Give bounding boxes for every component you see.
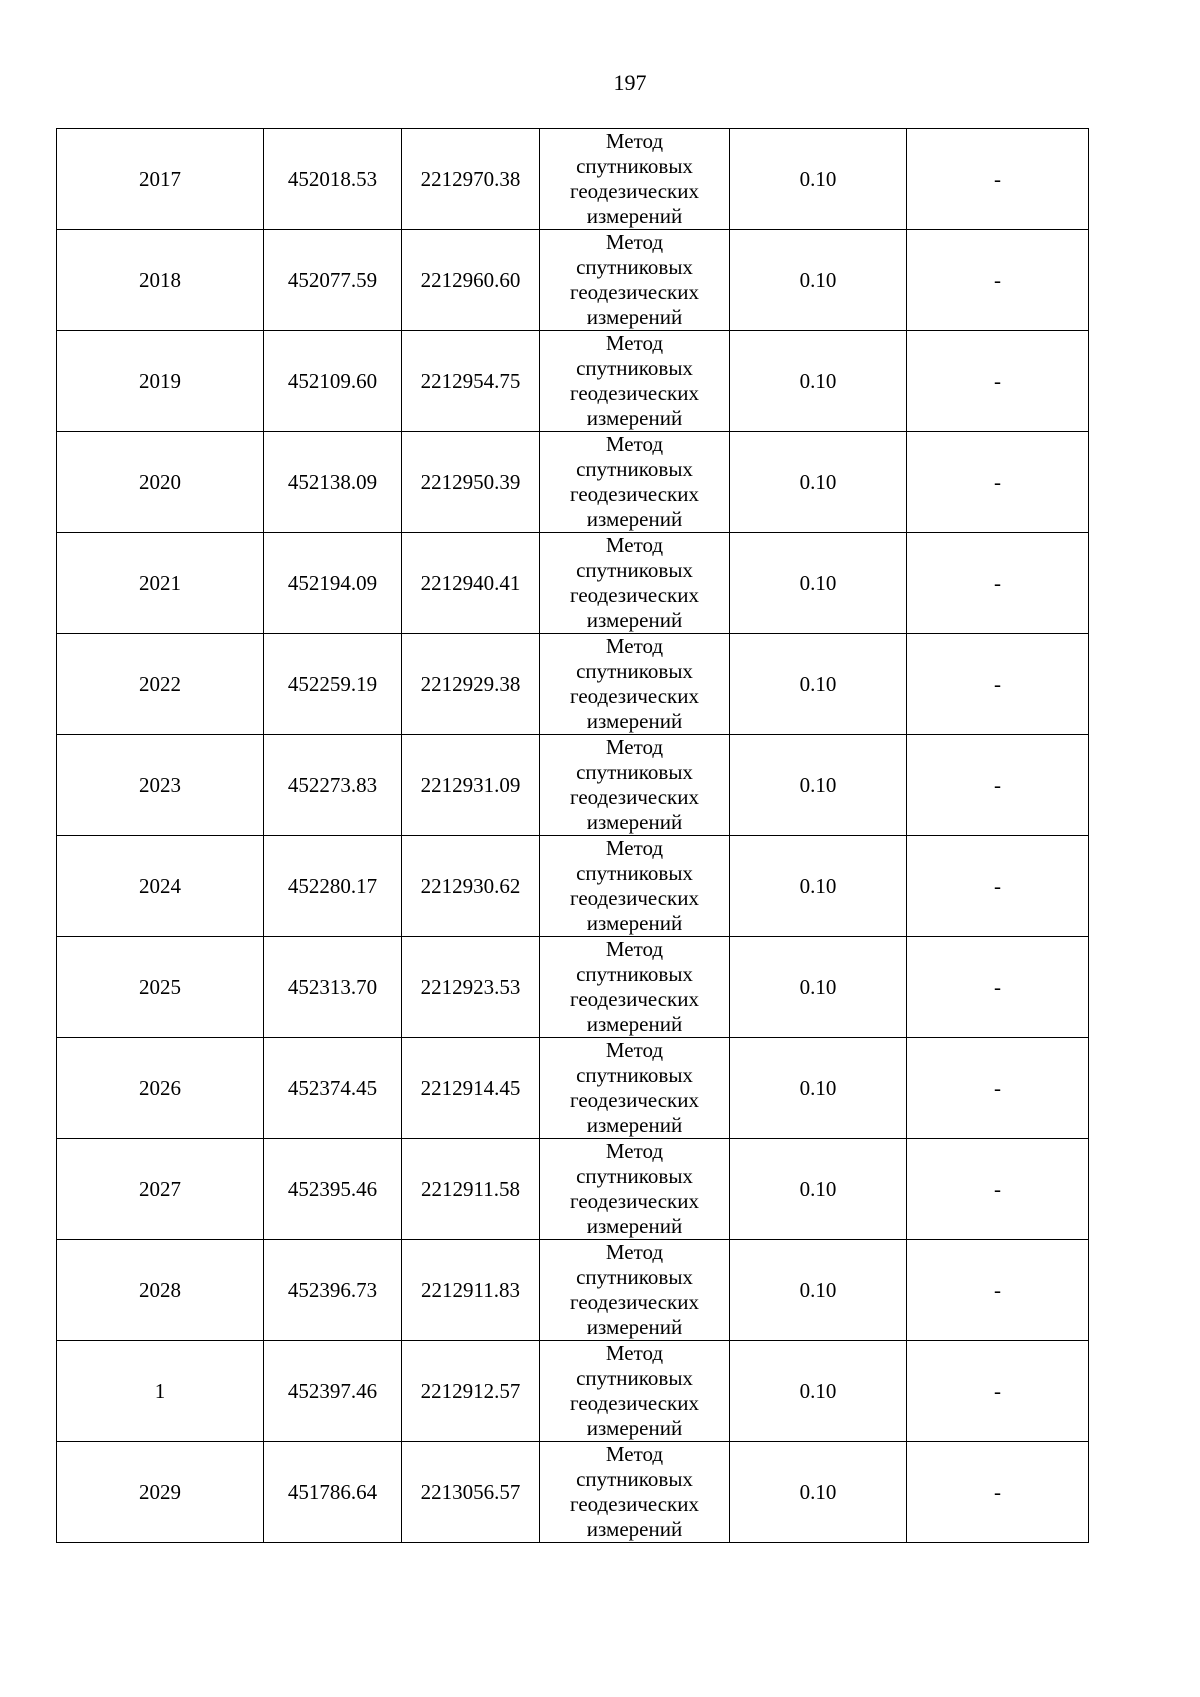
method-line: спутниковых [576, 457, 693, 481]
cell-coordinate-x: 452273.83 [264, 735, 402, 836]
cell-point-number: 2020 [57, 432, 264, 533]
cell-accuracy: 0.10 [730, 937, 907, 1038]
cell-note: - [907, 331, 1089, 432]
cell-coordinate-y: 2212930.62 [402, 836, 540, 937]
method-line: геодезических [569, 280, 699, 304]
cell-method [540, 1139, 730, 1240]
method-line: спутниковых [576, 1063, 693, 1087]
method-line: Метод [605, 230, 664, 254]
cell-coordinate-x: 452018.53 [264, 129, 402, 230]
method-line: геодезических [569, 1290, 699, 1314]
method-line: Метод [605, 937, 664, 961]
method-line: спутниковых [576, 356, 693, 380]
method-line: измерений [586, 709, 683, 733]
method-line: спутниковых [576, 962, 693, 986]
table-row [57, 836, 1089, 937]
method-line: Метод [605, 735, 664, 759]
cell-accuracy: 0.10 [730, 836, 907, 937]
cell-note: - [907, 432, 1089, 533]
table-row [57, 533, 1089, 634]
cell-note: - [907, 1038, 1089, 1139]
cell-note: - [907, 1139, 1089, 1240]
cell-accuracy: 0.10 [730, 533, 907, 634]
cell-coordinate-y: 2212954.75 [402, 331, 540, 432]
method-line: спутниковых [576, 760, 693, 784]
cell-point-number: 1 [57, 1341, 264, 1442]
cell-coordinate-x: 452109.60 [264, 331, 402, 432]
cell-point-number: 2024 [57, 836, 264, 937]
cell-coordinate-y: 2212911.83 [402, 1240, 540, 1341]
method-line: измерений [586, 1315, 683, 1339]
method-line: измерений [586, 810, 683, 834]
cell-coordinate-x: 452313.70 [264, 937, 402, 1038]
cell-coordinate-y: 2212970.38 [402, 129, 540, 230]
method-line: Метод [605, 634, 664, 658]
method-line: измерений [586, 911, 683, 935]
method-line: геодезических [569, 684, 699, 708]
method-line: геодезических [569, 583, 699, 607]
method-line: измерений [586, 406, 683, 430]
cell-coordinate-y: 2212914.45 [402, 1038, 540, 1139]
table-row [57, 1341, 1089, 1442]
method-line: измерений [586, 1214, 683, 1238]
table-row [57, 331, 1089, 432]
cell-note: - [907, 1442, 1089, 1543]
method-line: измерений [586, 1517, 683, 1541]
cell-note: - [907, 937, 1089, 1038]
cell-note: - [907, 1341, 1089, 1442]
cell-coordinate-x: 452396.73 [264, 1240, 402, 1341]
cell-point-number: 2029 [57, 1442, 264, 1543]
table-row [57, 1442, 1089, 1543]
method-line: Метод [605, 1341, 664, 1365]
cell-accuracy: 0.10 [730, 1442, 907, 1543]
cell-point-number: 2019 [57, 331, 264, 432]
cell-coordinate-x: 452397.46 [264, 1341, 402, 1442]
method-line: Метод [605, 331, 664, 355]
cell-accuracy: 0.10 [730, 735, 907, 836]
method-line: геодезических [569, 1088, 699, 1112]
method-line: измерений [586, 204, 683, 228]
method-line: измерений [586, 1416, 683, 1440]
method-line: Метод [605, 1038, 664, 1062]
method-line: Метод [605, 836, 664, 860]
cell-note: - [907, 533, 1089, 634]
method-line: Метод [605, 129, 664, 153]
method-line: измерений [586, 1113, 683, 1137]
table-row [57, 634, 1089, 735]
cell-accuracy: 0.10 [730, 230, 907, 331]
method-line: геодезических [569, 987, 699, 1011]
cell-method [540, 331, 730, 432]
method-line: измерений [586, 1012, 683, 1036]
cell-method [540, 1442, 730, 1543]
cell-point-number: 2026 [57, 1038, 264, 1139]
method-line: спутниковых [576, 255, 693, 279]
cell-method [540, 735, 730, 836]
method-line: измерений [586, 608, 683, 632]
method-line: Метод [605, 432, 664, 456]
method-line: геодезических [569, 886, 699, 910]
table-row [57, 432, 1089, 533]
cell-method [540, 836, 730, 937]
cell-coordinate-x: 452280.17 [264, 836, 402, 937]
cell-note: - [907, 836, 1089, 937]
method-line: спутниковых [576, 154, 693, 178]
cell-point-number: 2022 [57, 634, 264, 735]
cell-method [540, 1240, 730, 1341]
cell-accuracy: 0.10 [730, 331, 907, 432]
method-line: спутниковых [576, 1366, 693, 1390]
cell-point-number: 2018 [57, 230, 264, 331]
cell-method [540, 937, 730, 1038]
cell-coordinate-y: 2212950.39 [402, 432, 540, 533]
method-line: Метод [605, 533, 664, 557]
cell-note: - [907, 1240, 1089, 1341]
cell-coordinate-y: 2213056.57 [402, 1442, 540, 1543]
cell-coordinate-x: 451786.64 [264, 1442, 402, 1543]
method-line: спутниковых [576, 659, 693, 683]
cell-coordinate-y: 2212923.53 [402, 937, 540, 1038]
cell-coordinate-y: 2212929.38 [402, 634, 540, 735]
cell-method [540, 533, 730, 634]
cell-method [540, 1038, 730, 1139]
cell-point-number: 2027 [57, 1139, 264, 1240]
cell-method [540, 432, 730, 533]
cell-point-number: 2023 [57, 735, 264, 836]
cell-accuracy: 0.10 [730, 1139, 907, 1240]
table-row [57, 129, 1089, 230]
method-line: Метод [605, 1139, 664, 1163]
method-line: Метод [605, 1240, 664, 1264]
cell-coordinate-x: 452259.19 [264, 634, 402, 735]
cell-note: - [907, 129, 1089, 230]
cell-coordinate-x: 452194.09 [264, 533, 402, 634]
method-line: геодезических [569, 179, 699, 203]
cell-coordinate-x: 452374.45 [264, 1038, 402, 1139]
method-line: геодезических [569, 785, 699, 809]
cell-coordinate-y: 2212911.58 [402, 1139, 540, 1240]
method-line: геодезических [569, 1189, 699, 1213]
method-line: измерений [586, 305, 683, 329]
cell-point-number: 2021 [57, 533, 264, 634]
cell-point-number: 2017 [57, 129, 264, 230]
method-line: геодезических [569, 482, 699, 506]
cell-accuracy: 0.10 [730, 1341, 907, 1442]
cell-coordinate-y: 2212940.41 [402, 533, 540, 634]
cell-accuracy: 0.10 [730, 432, 907, 533]
method-line: геодезических [569, 381, 699, 405]
coordinates-table-body [57, 129, 1089, 1543]
table-row [57, 230, 1089, 331]
cell-point-number: 2028 [57, 1240, 264, 1341]
coordinates-table [56, 128, 1089, 1543]
cell-note: - [907, 230, 1089, 331]
cell-accuracy: 0.10 [730, 634, 907, 735]
cell-coordinate-y: 2212960.60 [402, 230, 540, 331]
cell-accuracy: 0.10 [730, 1038, 907, 1139]
table-row [57, 735, 1089, 836]
cell-coordinate-x: 452395.46 [264, 1139, 402, 1240]
method-line: спутниковых [576, 1164, 693, 1188]
method-line: геодезических [569, 1492, 699, 1516]
cell-coordinate-y: 2212912.57 [402, 1341, 540, 1442]
table-row [57, 1038, 1089, 1139]
method-line: спутниковых [576, 861, 693, 885]
cell-method [540, 129, 730, 230]
cell-point-number: 2025 [57, 937, 264, 1038]
table-row [57, 1139, 1089, 1240]
cell-accuracy: 0.10 [730, 129, 907, 230]
cell-accuracy: 0.10 [730, 1240, 907, 1341]
method-line: геодезических [569, 1391, 699, 1415]
cell-coordinate-y: 2212931.09 [402, 735, 540, 836]
method-line: спутниковых [576, 1467, 693, 1491]
method-line: Метод [605, 1442, 664, 1466]
method-line: измерений [586, 507, 683, 531]
cell-coordinate-x: 452077.59 [264, 230, 402, 331]
cell-method [540, 230, 730, 331]
method-line: спутниковых [576, 558, 693, 582]
page-number: 197 [613, 70, 647, 95]
cell-method [540, 1341, 730, 1442]
cell-method [540, 634, 730, 735]
cell-note: - [907, 735, 1089, 836]
method-line: спутниковых [576, 1265, 693, 1289]
cell-coordinate-x: 452138.09 [264, 432, 402, 533]
table-row [57, 1240, 1089, 1341]
cell-note: - [907, 634, 1089, 735]
table-row [57, 937, 1089, 1038]
